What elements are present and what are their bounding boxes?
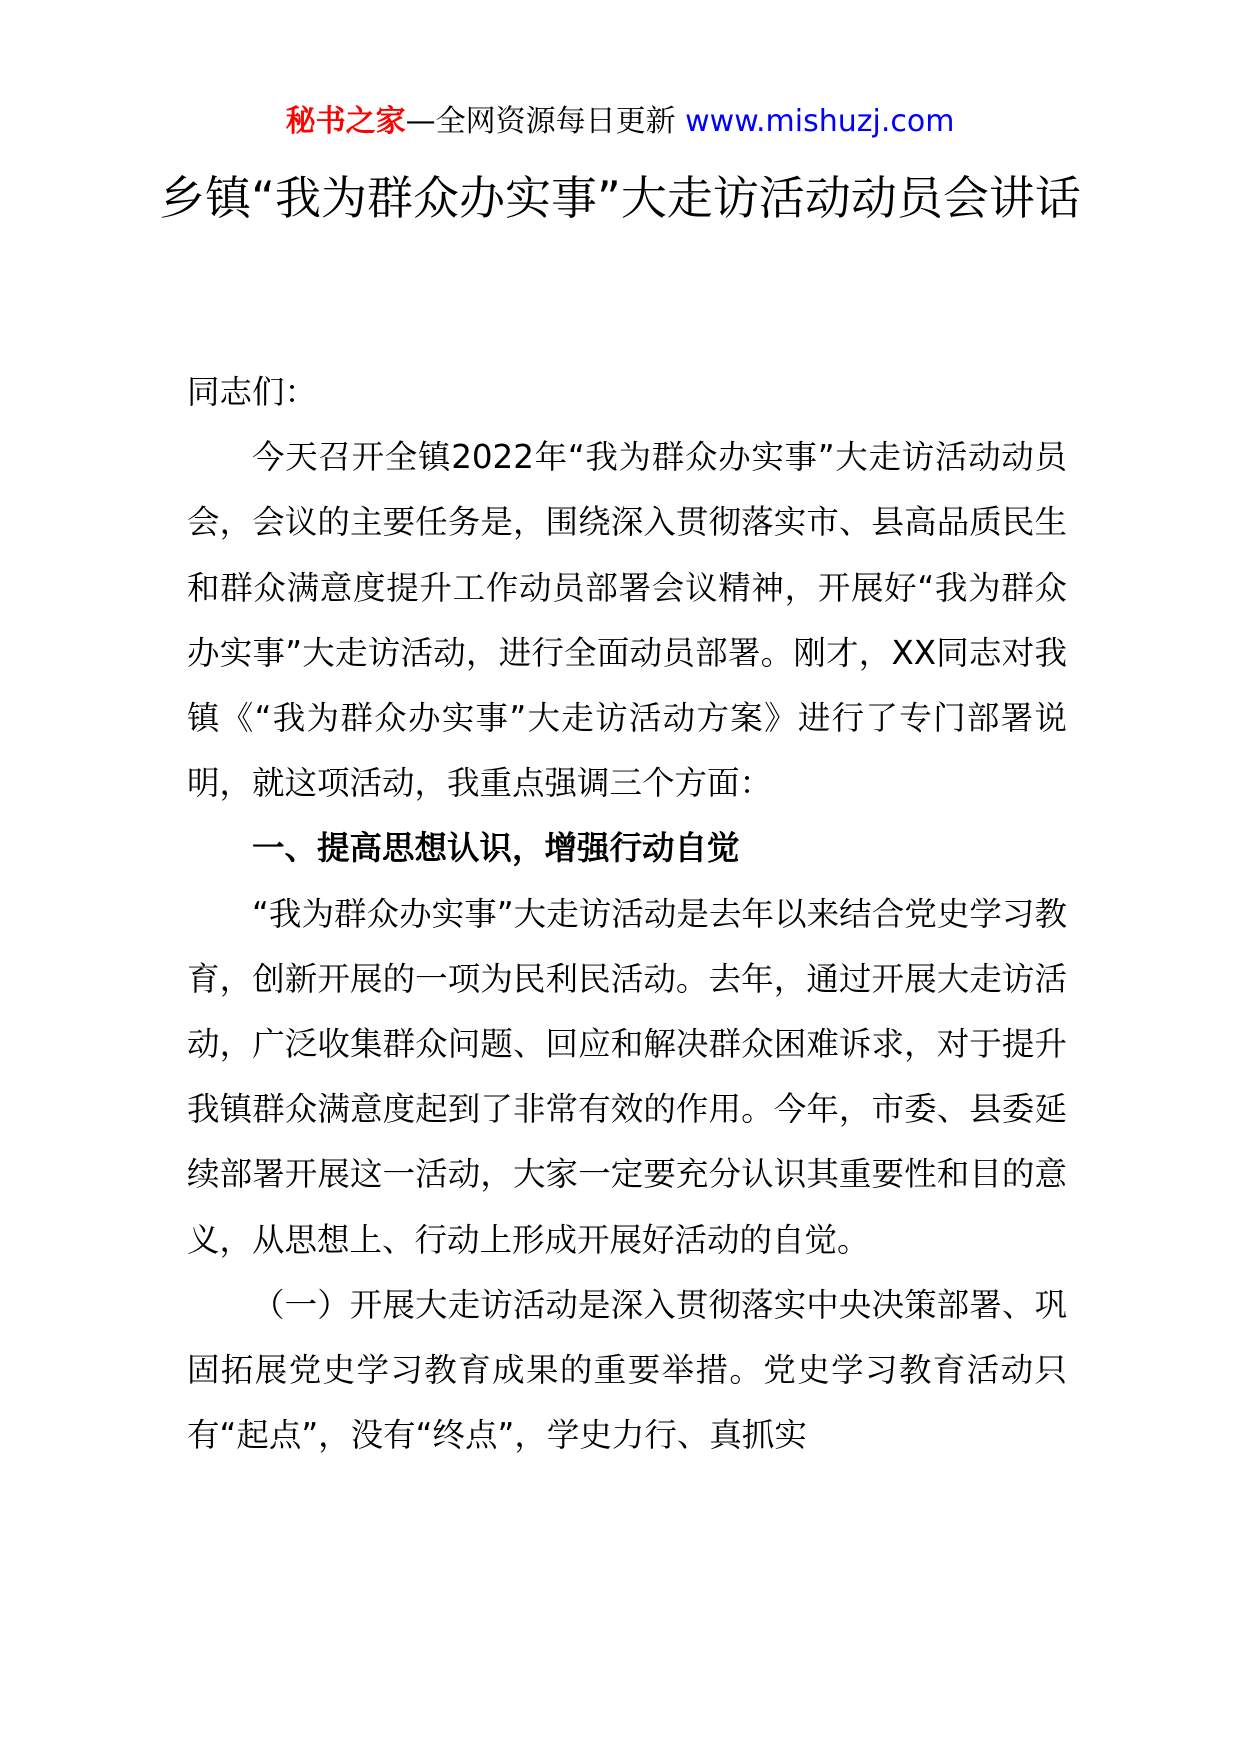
- section-heading-1: 一、提高思想认识，增强行动自觉: [252, 829, 740, 868]
- paragraph-intro: 今天召开全镇2022年“我为群众办实事”大走访活动动员会，会议的主要任务是，围绕深入贯彻落实市、县高品质民生和群众满意度提升工作动员部署会议精神，开展好“我为群众办实事”大走访活动，进行全面动员部署。刚才，XX同志对我镇《“我为群众办实事”大走访活动方案》进行了专门部署说明，就这项活动，我重点强调三个方面：: [187, 438, 1067, 803]
- header-tagline: —全网资源每日更新: [405, 104, 676, 139]
- brand-name: 秘书之家: [285, 104, 406, 139]
- document-body: [187, 360, 1067, 1468]
- site-header: [0, 100, 1240, 144]
- paragraph-section-1: “我为群众办实事”大走访活动是去年以来结合党史学习教育，创新开展的一项为民利民活动。去年，通过开展大走访活动，广泛收集群众问题、回应和解决群众困难诉求，对于提升我镇群众满意度起到了非常有效的作用。今年，市委、县委延续部署开展这一活动，大家一定要充分认识其重要性和目的意义，从思想上、行动上形成开展好活动的自觉。: [187, 894, 1067, 1259]
- site-url-link[interactable]: www.mishuzj.com: [685, 104, 955, 139]
- paragraph-subsection-1: （一）开展大走访活动是深入贯彻落实中央决策部署、巩固拓展党史学习教育成果的重要举措。党史学习教育活动只有“起点”，没有“终点”，学史力行、真抓实: [187, 1285, 1067, 1455]
- document-title: 乡镇“我为群众办实事”大走访活动动员会讲话: [159, 171, 1081, 225]
- salutation: 同志们：: [187, 373, 318, 411]
